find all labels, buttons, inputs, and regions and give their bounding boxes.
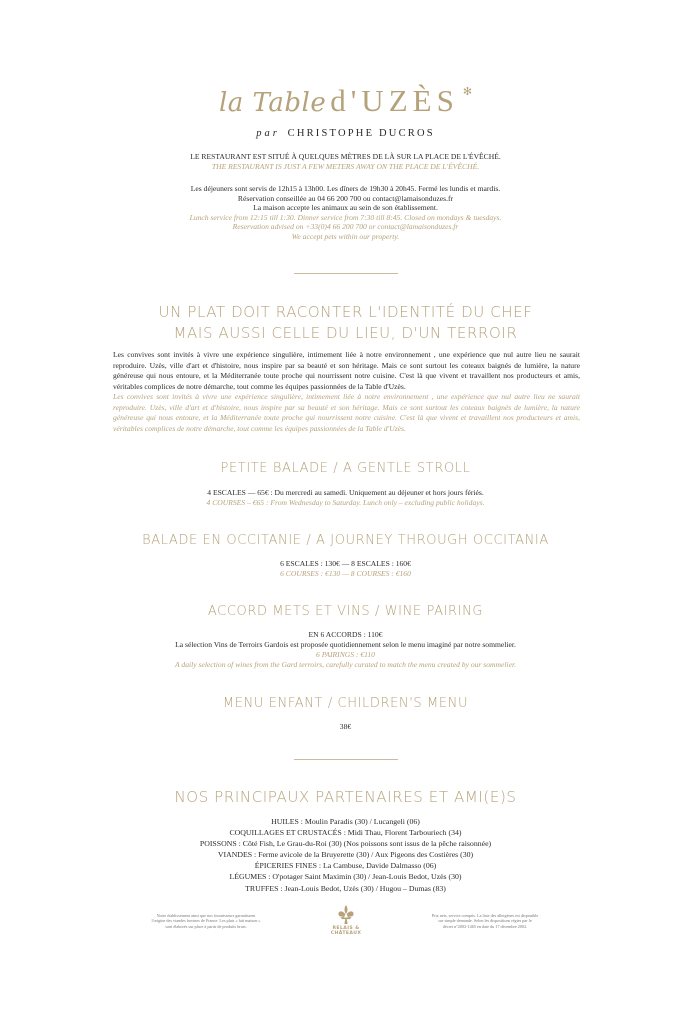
hours-fr-1: Les déjeuners sont servis de 12h15 à 13h00. Les dîners de 19h30 à 20h45. Fermé les lundis et mardis. <box>190 184 501 193</box>
accord-en-price: 6 PAIRINGS : €110 <box>316 650 375 659</box>
partner-line: POISSONS : Côté Fish, Le Grau-du-Roi (30) (Nos poissons sont issus de la pêche raisonnée) <box>199 839 492 849</box>
badge-line-1: RELAIS & <box>332 926 360 931</box>
enfant-price: 38€ <box>339 722 352 731</box>
logo-script: la Table <box>218 88 327 118</box>
footer-origin-note <box>136 913 276 929</box>
divider <box>294 273 398 274</box>
location-block <box>0 152 691 171</box>
intro-title-line-2: MAIS AUSSI CELLE DU LIEU, D'UN TERROIR <box>173 324 518 342</box>
balade-en: 4 COURSES – €65 : From Wednesday to Saturday. Lunch only – excluding public holidays. <box>206 498 485 507</box>
occitanie-title: BALADE EN OCCITANIE / A JOURNEY THROUGH OCCITANIA <box>142 533 549 548</box>
chef-byline <box>0 128 691 139</box>
partner-line: VIANDES : Ferme avicole de la Bruyerette (30) / Aux Pigeons des Costières (30) <box>217 850 474 860</box>
hours-block <box>0 184 691 242</box>
footer-left-line: Notre établissement ainsi que nos fournisseurs garantissent <box>156 913 256 918</box>
accord-en-desc: A daily selection of wines from the Gard terroirs, carefully curated to match the menu created by our sommelier. <box>175 660 516 669</box>
hours-en-3: We accept pets within our property. <box>291 231 400 241</box>
restaurant-logo <box>0 83 691 119</box>
partner-line: TRUFFES : Jean-Louis Bedot, Uzès (30) / Hugou – Dumas (83) <box>245 883 446 893</box>
logo-caps: d'UZÈS <box>330 83 459 118</box>
partner-line: HUILES : Moulin Paradis (30) / Lucangeli (06) <box>271 817 420 826</box>
byline-chef: CHRISTOPHE DUCROS <box>287 128 435 139</box>
hours-fr-2: Réservation conseillée au 04 66 200 700 ou contact@lamaisonduzes.fr <box>237 193 454 203</box>
star-icon: ✻ <box>462 86 473 98</box>
footer-right-line: sur simple demande. Selon les dispositions régies par le <box>438 918 532 924</box>
byline-par: par <box>256 128 280 139</box>
partner-line: COQUILLAGES ET CRUSTACÉS : Midi Thau, Florent Tarbouriech (34) <box>229 828 462 838</box>
footer-left-line: sont élaborés sur place à partir de produits bruts. <box>165 923 247 929</box>
hours-fr-3: La maison accepte les animaux au sein de son établissement. <box>253 203 438 213</box>
fleur-de-lis-icon <box>335 904 357 926</box>
intro-paragraph-en: Les convives sont invités à vivre une expérience singulière, intimement liée à notre environnement , une expérience que nul autre lieu ne saurait reproduire. Uzès, ville d'art et d'histoire, nous inspire par sa beauté et son héritage. Mais ce sont surtout les coteaux baignés de lumière, la nature généreuse qui nous entoure, et la Méditerranée toute proche qui nourrissent notre cuisine. C'est là que vivent et travaillent nos producteurs et amis, véritables complices de notre démarche, tout comme les équipes passionnées de la Table d'Uzès. <box>113 392 580 433</box>
badge-line-2: CHÂTEAUX <box>330 931 362 937</box>
partners-list <box>0 816 691 894</box>
location-fr: LE RESTAURANT EST SITUÉ À QUELQUES MÈTRES DE LÀ SUR LA PLACE DE L'ÉVÊCHÉ. <box>190 152 501 161</box>
accord-fr-price: EN 6 ACCORDS : 110€ <box>308 630 383 639</box>
hours-en-1: Lunch service from 12:15 till 1:30. Dinner service from 7:30 till 8:45. Closed on mondays & tuesdays. <box>189 212 502 222</box>
partner-line: ÉPICERIES FINES : La Cambuse, Davide Dalmasso (06) <box>254 861 437 871</box>
occitanie-fr: 6 ESCALES : 130€ — 8 ESCALES : 160€ <box>280 559 411 568</box>
footer-price-note <box>415 913 555 929</box>
intro-paragraph-fr: Les convives sont invités à vivre une expérience singulière, intimement liée à notre environnement , une expérience que nul autre lieu ne saurait reproduire. Uzès, ville d'art et d'histoire, nous inspire par sa beauté et son héritage. Mais ce sont surtout les coteaux baignés de lumière, la nature généreuse qui nous entoure, et la Méditerranée toute proche qui nourrissent notre cuisine. C'est là que vivent et travaillent nos producteurs et amis, véritables complices de notre démarche, tout comme les équipes passionnées de la Table d'Uzès. <box>113 350 580 391</box>
footer-left-line: l'origine des viandes bovines de France. Les plats « fait maison » <box>151 918 261 924</box>
hours-en-2: Reservation advised on +33(0)4 66 200 700 or contact@lamaisonduzes.fr <box>232 222 459 232</box>
occitanie-en: 6 COURSES : €130 — 8 COURSES : €160 <box>280 569 411 578</box>
intro-title-line-1: UN PLAT DOIT RACONTER L'IDENTITÉ DU CHEF <box>158 303 533 321</box>
intro-title <box>0 302 691 344</box>
relais-chateaux-badge <box>326 904 366 937</box>
footer-right-line: décret n°2002-1465 en date du 17 décembre 2002. <box>442 923 528 929</box>
accord-fr-desc: La sélection Vins de Terroirs Gardois est proposée quotidiennement selon le menu imaginé par notre sommelier. <box>175 640 516 649</box>
accord-title: ACCORD METS ET VINS / WINE PAIRING <box>207 604 484 619</box>
partner-line: LÉGUMES : O'potager Saint Maximin (30) / Jean-Louis Bedot, Uzès (30) <box>229 872 462 882</box>
footer-right-line: Prix nets, service compris. La liste des allergènes est disponible <box>431 913 539 918</box>
location-en: THE RESTAURANT IS JUST A FEW METERS AWAY ON THE PLACE DE L'ÉVÊCHÉ. <box>211 161 480 171</box>
partners-title: NOS PRINCIPAUX PARTENAIRES ET AMI(E)S <box>174 788 517 806</box>
balade-fr: 4 ESCALES — 65€ : Du mercredi au samedi. Uniquement au déjeuner et hors jours fériés. <box>207 488 484 497</box>
divider <box>294 759 398 760</box>
balade-title: PETITE BALADE / A GENTLE STROLL <box>220 461 471 476</box>
enfant-title: MENU ENFANT / CHILDREN'S MENU <box>222 696 469 711</box>
